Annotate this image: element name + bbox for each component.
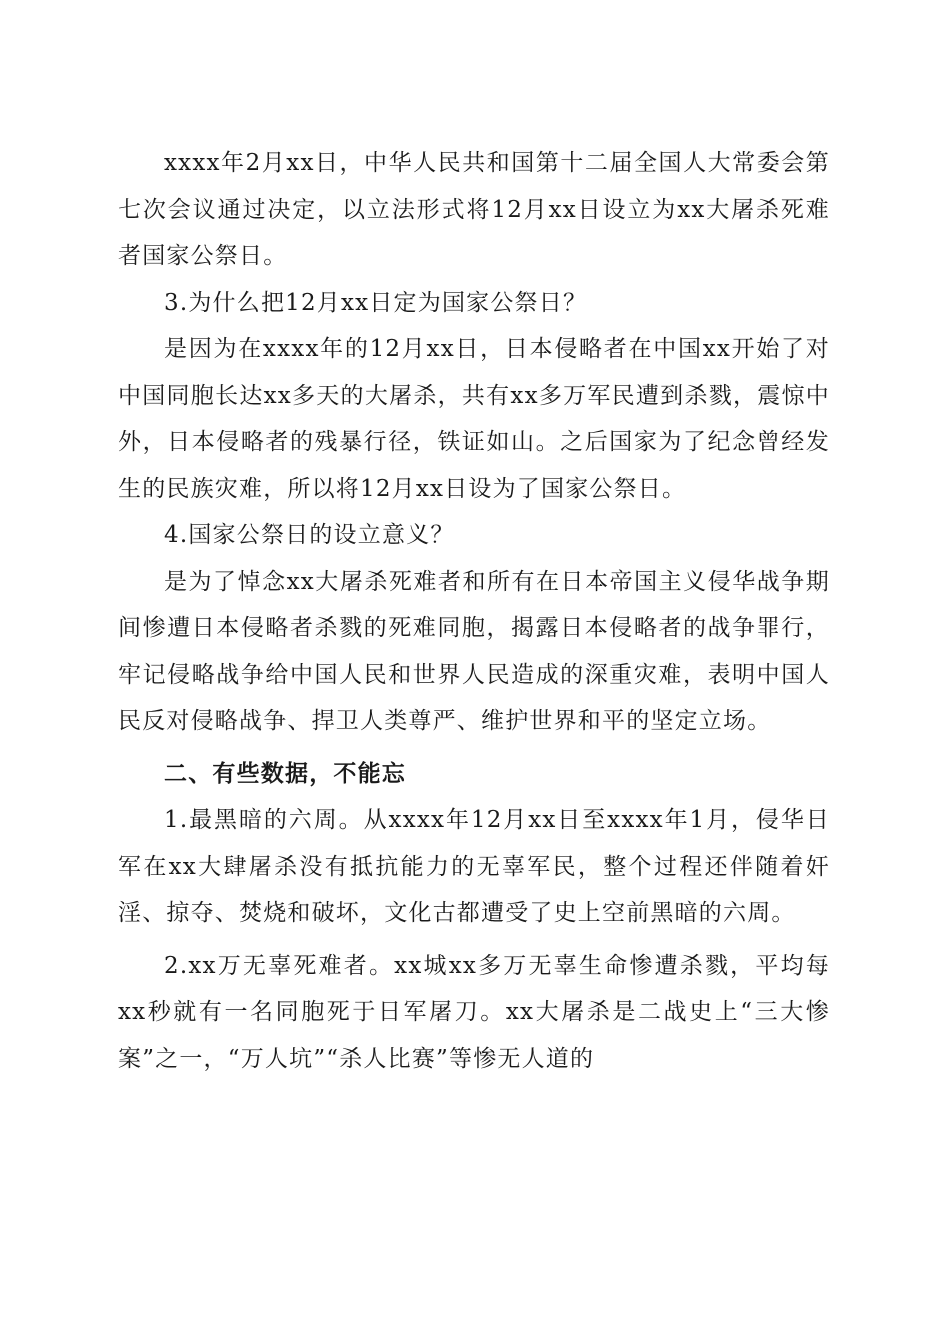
question-3: 3.为什么把12月xx日定为国家公祭日？ bbox=[164, 289, 588, 316]
answer-3: 是因为在xxxx年的12月xx日，日本侵略者在中国xx开始了对中国同胞长达xx多天的大屠杀，共有xx多万军民遭到杀戮，震惊中外，日本侵略者的残暴行径，铁证如山。之后国家为了纪念曾经发生的民族灾难，所以将12月xx日设为了国家公祭日。 bbox=[118, 336, 830, 502]
document-body bbox=[118, 140, 830, 1082]
data-item-1: 1.最黑暗的六周。从xxxx年12月xx日至xxxx年1月，侵华日军在xx大肆屠杀没有抵抗能力的无辜军民，整个过程还伴随着奸淫、掠夺、焚烧和破坏，文化古都遭受了史上空前黑暗的六周。 bbox=[118, 807, 830, 926]
data-item-2: 2.xx万无辜死难者。xx城xx多万无辜生命惨遭杀戮，平均每xx秒就有一名同胞死于日军屠刀。xx大屠杀是二战史上“三大惨案”之一，“万人坑”“杀人比赛”等惨无人道的 bbox=[118, 952, 830, 1072]
section-heading-2: 二、有些数据，不能忘 bbox=[164, 760, 406, 787]
paragraph-legislation: xxxx年2月xx日，中华人民共和国第十二届全国人大常委会第七次会议通过决定，以立法形式将12月xx日设立为xx大屠杀死难者国家公祭日。 bbox=[118, 150, 830, 269]
answer-4: 是为了悼念xx大屠杀死难者和所有在日本帝国主义侵华战争期间惨遭日本侵略者杀戮的死难同胞，揭露日本侵略者的战争罪行，牢记侵略战争给中国人民和世界人民造成的深重灾难，表明中国人民反对侵略战争、捍卫人类尊严、维护世界和平的坚定立场。 bbox=[118, 568, 830, 734]
question-4: 4.国家公祭日的设立意义？ bbox=[164, 522, 455, 548]
